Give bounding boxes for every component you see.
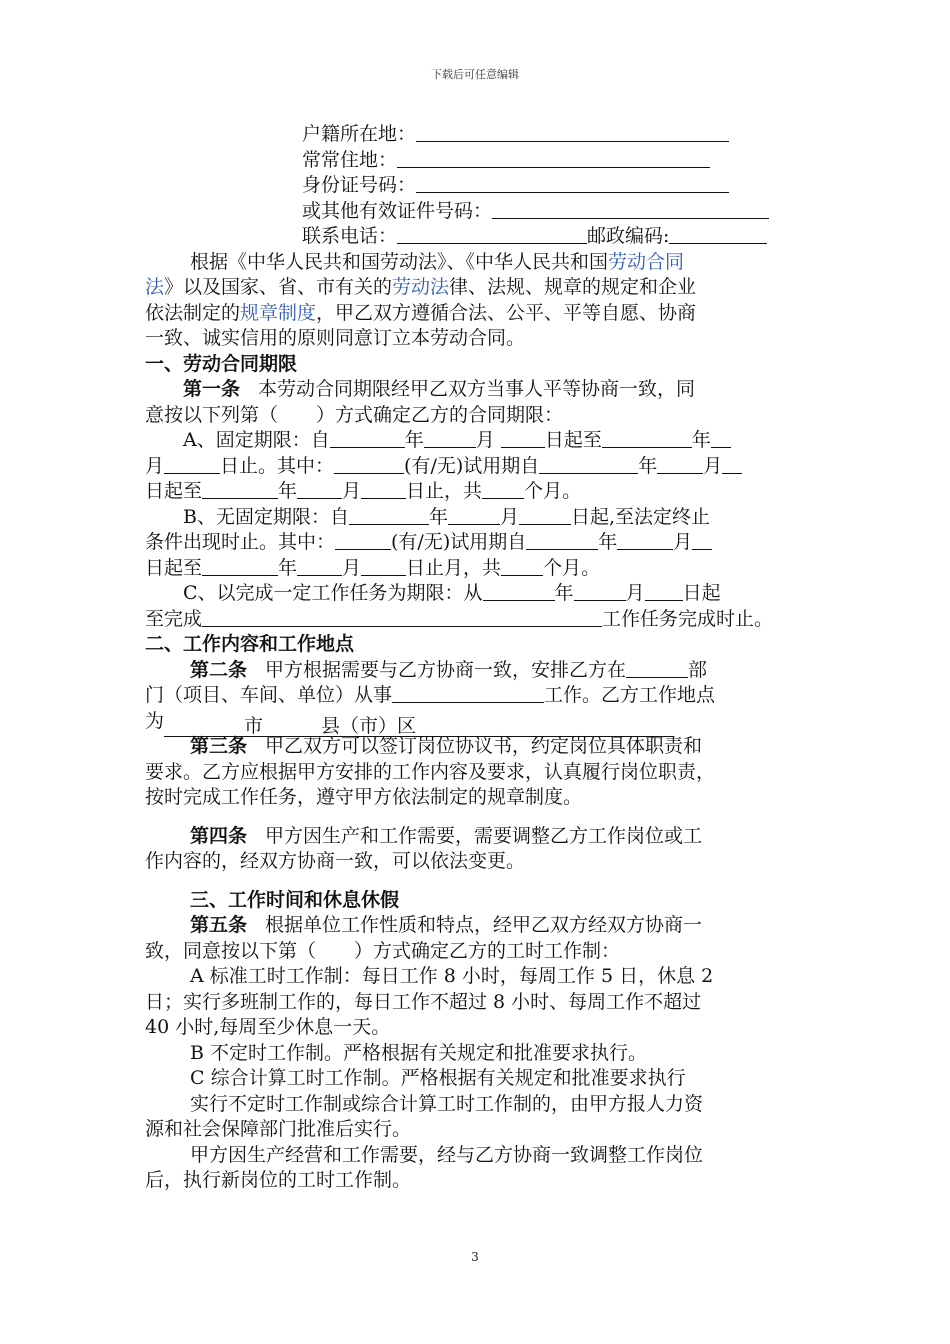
article-text: 部 bbox=[688, 658, 708, 681]
blank-line[interactable] bbox=[297, 556, 342, 576]
blank-line[interactable] bbox=[416, 173, 729, 193]
blank-line[interactable] bbox=[501, 428, 545, 448]
article-5-line bbox=[145, 939, 815, 965]
text: 个月。 bbox=[524, 480, 582, 502]
field-phone-postcode bbox=[145, 224, 815, 250]
field-id-number bbox=[145, 173, 815, 199]
blank-line[interactable] bbox=[297, 479, 342, 499]
article-text: 甲方因生产和工作需要，需要调整乙方工作岗位或工 bbox=[265, 824, 703, 847]
article-label: 第三条 bbox=[190, 735, 248, 757]
blank-line[interactable] bbox=[526, 530, 598, 550]
text: 月 bbox=[342, 556, 362, 579]
intro-line bbox=[145, 326, 815, 352]
option-c-line bbox=[145, 581, 815, 607]
text: 日起至 bbox=[145, 556, 203, 579]
text: 月 bbox=[703, 454, 723, 477]
blank-line[interactable] bbox=[202, 607, 602, 627]
document-body bbox=[145, 122, 815, 1194]
text: B、无固定期限：自 bbox=[183, 505, 349, 528]
blank-line[interactable] bbox=[164, 454, 220, 474]
option-b-line bbox=[145, 505, 815, 531]
section-heading: 三、工作时间和休息休假 bbox=[190, 888, 400, 911]
field-label: 户籍所在地： bbox=[302, 123, 417, 145]
blank-line[interactable] bbox=[397, 148, 710, 168]
option-a-line: 40 小时,每周至少休息一天。 bbox=[145, 1016, 391, 1038]
option-b-line bbox=[145, 530, 815, 556]
paragraph-line: 实行不定时工作制或综合计算工时工作制的，由甲方报人力资 bbox=[190, 1092, 704, 1115]
blank-line[interactable] bbox=[501, 556, 543, 576]
intro-text: 依法制定的 bbox=[145, 301, 241, 324]
intro-text: 根据《中华人民共和国劳动法》、《中华人民共和国 bbox=[190, 250, 609, 273]
article-3-line bbox=[145, 785, 815, 811]
intro-line bbox=[145, 301, 815, 327]
section-heading: 一、劳动合同期限 bbox=[145, 352, 298, 375]
article-text: 为 bbox=[145, 709, 165, 732]
blank-line[interactable] bbox=[424, 428, 476, 448]
blank-line[interactable] bbox=[483, 581, 555, 601]
text: 年 bbox=[278, 480, 298, 502]
intro-line bbox=[145, 275, 815, 301]
blank-line[interactable] bbox=[657, 454, 703, 474]
page-number: 3 bbox=[471, 1250, 479, 1264]
intro-text: ，甲乙双方遵循合法、公平、平等自愿、协商 bbox=[316, 301, 697, 324]
article-2-line bbox=[145, 683, 815, 709]
blank-line[interactable] bbox=[645, 581, 683, 601]
field-label: 常常住地： bbox=[302, 148, 398, 171]
field-label: 联系电话： bbox=[302, 225, 398, 247]
article-2-line bbox=[145, 658, 815, 684]
field-household-registration bbox=[145, 122, 815, 148]
option-a-line bbox=[145, 428, 815, 454]
text: 月 bbox=[625, 582, 645, 604]
intro-text: 律、法规、规章的规定和企业 bbox=[449, 276, 697, 298]
text: 日止，共 bbox=[406, 480, 483, 502]
article-text: 甲方根据需要与乙方协商一致，安排乙方在 bbox=[265, 658, 627, 681]
text: 个月。 bbox=[543, 556, 601, 579]
text: 年 bbox=[554, 582, 574, 604]
option-c-line: C 综合计算工时工作制。严格根据有关规定和批准要求执行 bbox=[190, 1067, 686, 1089]
blank-line[interactable] bbox=[335, 530, 391, 550]
blank-line[interactable] bbox=[669, 224, 767, 244]
article-2-line bbox=[145, 709, 815, 735]
text: 年 bbox=[691, 429, 711, 451]
article-text: 作内容的，经双方协商一致，可以依法变更。 bbox=[145, 850, 526, 872]
article-text: 工作。乙方工作地点 bbox=[544, 684, 716, 706]
blank-line[interactable] bbox=[692, 530, 712, 550]
page-header: 下载后可任意编辑 bbox=[431, 68, 519, 81]
field-label: 或其他有效证件号码： bbox=[302, 199, 493, 222]
text: 至完成 bbox=[145, 607, 203, 630]
article-5-line bbox=[145, 913, 815, 939]
blank-line[interactable] bbox=[574, 581, 626, 601]
field-label: 身份证号码： bbox=[302, 174, 417, 196]
link-labor-law[interactable]: 劳动法 bbox=[392, 276, 450, 298]
text: 日止。其中： bbox=[220, 454, 335, 477]
text: 月 bbox=[342, 480, 362, 502]
link-labor-contract-cont[interactable]: 法 bbox=[145, 276, 165, 298]
blank-line[interactable] bbox=[392, 683, 544, 703]
link-labor-contract[interactable]: 劳动合同 bbox=[608, 250, 685, 273]
text: 月 bbox=[673, 531, 693, 553]
paragraph-line: 源和社会保障部门批准后实行。 bbox=[145, 1118, 412, 1140]
blank-line[interactable] bbox=[602, 428, 692, 448]
county-label: 县（市）区 bbox=[321, 714, 417, 737]
article-4-line bbox=[145, 849, 815, 875]
option-b-line bbox=[145, 556, 815, 582]
section-heading: 二、工作内容和工作地点 bbox=[145, 633, 355, 655]
article-label: 第四条 bbox=[190, 824, 248, 847]
blank-line[interactable] bbox=[711, 428, 731, 448]
paragraph-line: 甲方因生产经营和工作需要，经与乙方协商一致调整工作岗位 bbox=[190, 1143, 704, 1166]
text: (有/无)试用期自 bbox=[404, 454, 540, 477]
link-rules[interactable]: 规章制度 bbox=[240, 301, 317, 324]
text: (有/无)试用期自 bbox=[391, 531, 527, 553]
option-a-line bbox=[145, 479, 815, 505]
field-other-id bbox=[145, 199, 815, 225]
text: 月 bbox=[475, 429, 495, 451]
article-text: 门（项目、车间、单位）从事 bbox=[145, 684, 393, 706]
article-3-line bbox=[145, 760, 815, 786]
text: 年 bbox=[278, 556, 298, 579]
blank-line[interactable] bbox=[330, 428, 405, 448]
blank-line[interactable] bbox=[448, 505, 500, 525]
text: A、固定期限：自 bbox=[183, 429, 330, 451]
text: 工作任务完成时止。 bbox=[602, 607, 774, 630]
blank-line[interactable] bbox=[617, 530, 673, 550]
field-label-postcode: 邮政编码: bbox=[587, 225, 670, 247]
option-a-line: 日；实行多班制工作的，每日工作不超过 8 小时、每周工作不超过 bbox=[145, 990, 702, 1013]
article-label: 第一条 bbox=[183, 378, 241, 400]
blank-line[interactable] bbox=[349, 505, 429, 525]
text: 年 bbox=[428, 505, 448, 528]
blank-line[interactable] bbox=[361, 556, 406, 576]
text: 年 bbox=[638, 454, 658, 477]
article-text: 意按以下列第（ ）方式确定乙方的合同期限： bbox=[145, 403, 564, 426]
article-3-line bbox=[145, 734, 815, 760]
option-a-line: A 标准工时工作制：每日工作 8 小时，每周工作 5 日，休息 2 bbox=[190, 965, 714, 987]
text: 年 bbox=[598, 531, 618, 553]
article-label: 第二条 bbox=[190, 658, 248, 681]
intro-text: 一致、诚实信用的原则同意订立本劳动合同。 bbox=[145, 327, 526, 349]
article-text: 按时完成工作任务，遵守甲方依法制定的规章制度。 bbox=[145, 786, 583, 808]
blank-line[interactable] bbox=[539, 454, 638, 474]
blank-line[interactable] bbox=[361, 479, 406, 499]
blank-line[interactable] bbox=[202, 556, 278, 576]
text: 日起 bbox=[682, 582, 721, 604]
intro-text: 》以及国家、省、市有关的 bbox=[164, 276, 393, 298]
article-4-line bbox=[145, 824, 815, 850]
text: C、以完成一定工作任务为期限：从 bbox=[183, 582, 483, 604]
text: 月 bbox=[499, 505, 519, 528]
text: 月 bbox=[145, 454, 165, 477]
option-b-line: B 不定时工作制。严格根据有关规定和批准要求执行。 bbox=[190, 1041, 648, 1064]
intro-line bbox=[145, 250, 815, 276]
blank-line[interactable] bbox=[519, 505, 571, 525]
article-text: 致，同意按以下第（ ）方式确定乙方的工时工作制： bbox=[145, 939, 621, 962]
option-c-line bbox=[145, 607, 815, 633]
blank-line[interactable] bbox=[482, 479, 524, 499]
city-label: 市 bbox=[244, 714, 264, 737]
text: 日起,至法定终止 bbox=[571, 505, 711, 528]
text: 日起至 bbox=[145, 480, 203, 502]
article-text: 要求。乙方应根据甲方安排的工作内容及要求，认真履行岗位职责， bbox=[145, 760, 716, 783]
article-text: 甲乙双方可以签订岗位协议书，约定岗位具体职责和 bbox=[265, 735, 703, 757]
text: 日止月，共 bbox=[406, 556, 502, 579]
blank-line[interactable] bbox=[722, 454, 742, 474]
article-1-line bbox=[145, 403, 815, 429]
text: 日起至 bbox=[544, 429, 602, 451]
paragraph-line: 后，执行新岗位的工时工作制。 bbox=[145, 1169, 412, 1191]
blank-line[interactable] bbox=[492, 199, 769, 219]
blank-line[interactable] bbox=[202, 479, 278, 499]
option-a-line bbox=[145, 454, 815, 480]
article-text: 本劳动合同期限经甲乙双方当事人平等协商一致，同 bbox=[258, 378, 696, 400]
blank-line[interactable] bbox=[397, 224, 587, 244]
article-label: 第五条 bbox=[190, 914, 248, 936]
field-residence bbox=[145, 148, 815, 174]
blank-line[interactable] bbox=[416, 122, 729, 142]
blank-line[interactable] bbox=[334, 454, 404, 474]
blank-line[interactable] bbox=[626, 658, 688, 678]
text: 条件出现时止。其中： bbox=[145, 531, 336, 553]
article-text: 根据单位工作性质和特点，经甲乙双方经双方协商一 bbox=[265, 914, 703, 936]
article-1-line bbox=[145, 377, 815, 403]
text: 年 bbox=[404, 429, 424, 451]
